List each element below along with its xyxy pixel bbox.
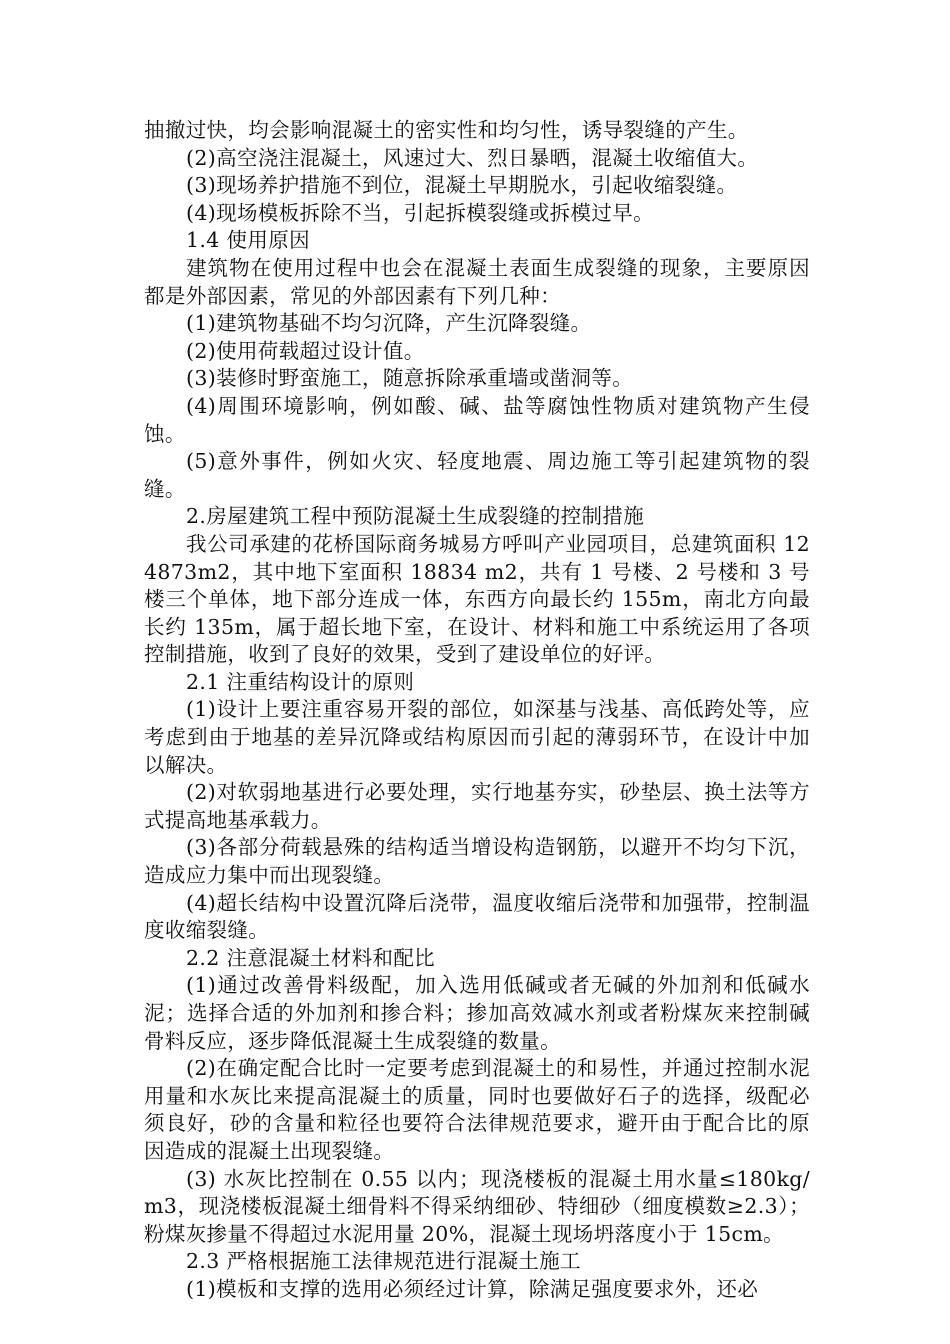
paragraph: (3)各部分荷载悬殊的结构适当增设构造钢筋，以避开不均匀下沉，造成应力集中而出现裂缝。	[144, 835, 810, 888]
paragraph: (3)现场养护措施不到位，混凝土早期脱水，引起收缩裂缝。	[186, 173, 738, 198]
paragraph: (2)对软弱地基进行必要处理，实行地基夯实，砂垫层、换土法等方式提高地基承载力。	[144, 780, 810, 832]
section-heading: 2.2 注意混凝土材料和配比	[186, 945, 436, 970]
section-heading: 1.4 使用原因	[186, 228, 310, 253]
paragraph: 我公司承建的花桥国际商务城易方呼叫产业园项目，总建筑面积 124873m2，其中地下室面积 18834 m2，共有 1 号楼、2 号楼和 3 号楼三个单体，地下部分连成一体，东西方向最长约 155m，南北方向最长约 135m，属于超长地下室，在设计、材料和施工中系统运用了各项控制措施，收到了良好的效果，受到了建设单位的好评。	[144, 531, 810, 667]
section-heading: 2.3 严格根据施工法律规范进行混凝土施工	[186, 1249, 581, 1274]
paragraph: (1)通过改善骨料级配，加入选用低碱或者无碱的外加剂和低碱水泥；选择合适的外加剂和掺合料；掺加高效减水剂或者粉煤灰来控制碱骨料反应，逐步降低混凝土生成裂缝的数量。	[144, 973, 810, 1053]
paragraph: (3)装修时野蛮施工，随意拆除承重墙或凿洞等。	[186, 366, 634, 391]
section-heading: 2.房屋建筑工程中预防混凝土生成裂缝的控制措施	[186, 504, 645, 529]
paragraph: 抽撤过快，均会影响混凝土的密实性和均匀性，诱导裂缝的产生。	[144, 118, 749, 142]
paragraph: (2)在确定配合比时一定要考虑到混凝土的和易性，并通过控制水泥用量和水灰比来提高混凝土的质量，同时也要做好石子的选择，级配必须良好，砂的含量和粒径也要符合法律规范要求，避开由于配合比的原因造成的混凝土出现裂缝。	[144, 1056, 810, 1163]
paragraph: (4)超长结构中设置沉降后浇带，温度收缩后浇带和加强带，控制温度收缩裂缝。	[144, 890, 810, 943]
paragraph: (2)使用荷载超过设计值。	[186, 338, 425, 363]
paragraph: (4)周围环境影响，例如酸、碱、盐等腐蚀性物质对建筑物产生侵蚀。	[144, 393, 810, 446]
paragraph: (1)建筑物基础不均匀沉降，产生沉降裂缝。	[186, 311, 592, 336]
paragraph: (1)设计上要注重容易开裂的部位，如深基与浅基、高低跨处等，应考虑到由于地基的差异沉降或结构原因而引起的薄弱环节，在设计中加以解决。	[144, 697, 810, 777]
paragraph: (5)意外事件，例如火灾、轻度地震、周边施工等引起建筑物的裂缝。	[144, 449, 810, 501]
paragraph: (3) 水灰比控制在 0.55 以内；现浇楼板的混凝土用水量≤180kg/m3，现浇楼板混凝土细骨料不得采纳细砂、特细砂（细度模数≥2.3）；粉煤灰掺量不得超过水泥用量 20%，混凝土现场坍落度小于 15cm。	[144, 1166, 810, 1246]
paragraph: (1)模板和支撑的选用必须经过计算，除满足强度要求外，还必	[186, 1276, 759, 1301]
document-body	[144, 117, 810, 1304]
section-heading: 2.1 注重结构设计的原则	[186, 669, 415, 694]
paragraph: (2)高空浇注混凝土，风速过大、烈日暴晒，混凝土收缩值大。	[186, 145, 759, 170]
paragraph: (4)现场模板拆除不当，引起拆模裂缝或拆模过早。	[186, 200, 654, 225]
paragraph: 建筑物在使用过程中也会在混凝土表面生成裂缝的现象，主要原因都是外部因素，常见的外部因素有下列几种：	[144, 255, 810, 308]
